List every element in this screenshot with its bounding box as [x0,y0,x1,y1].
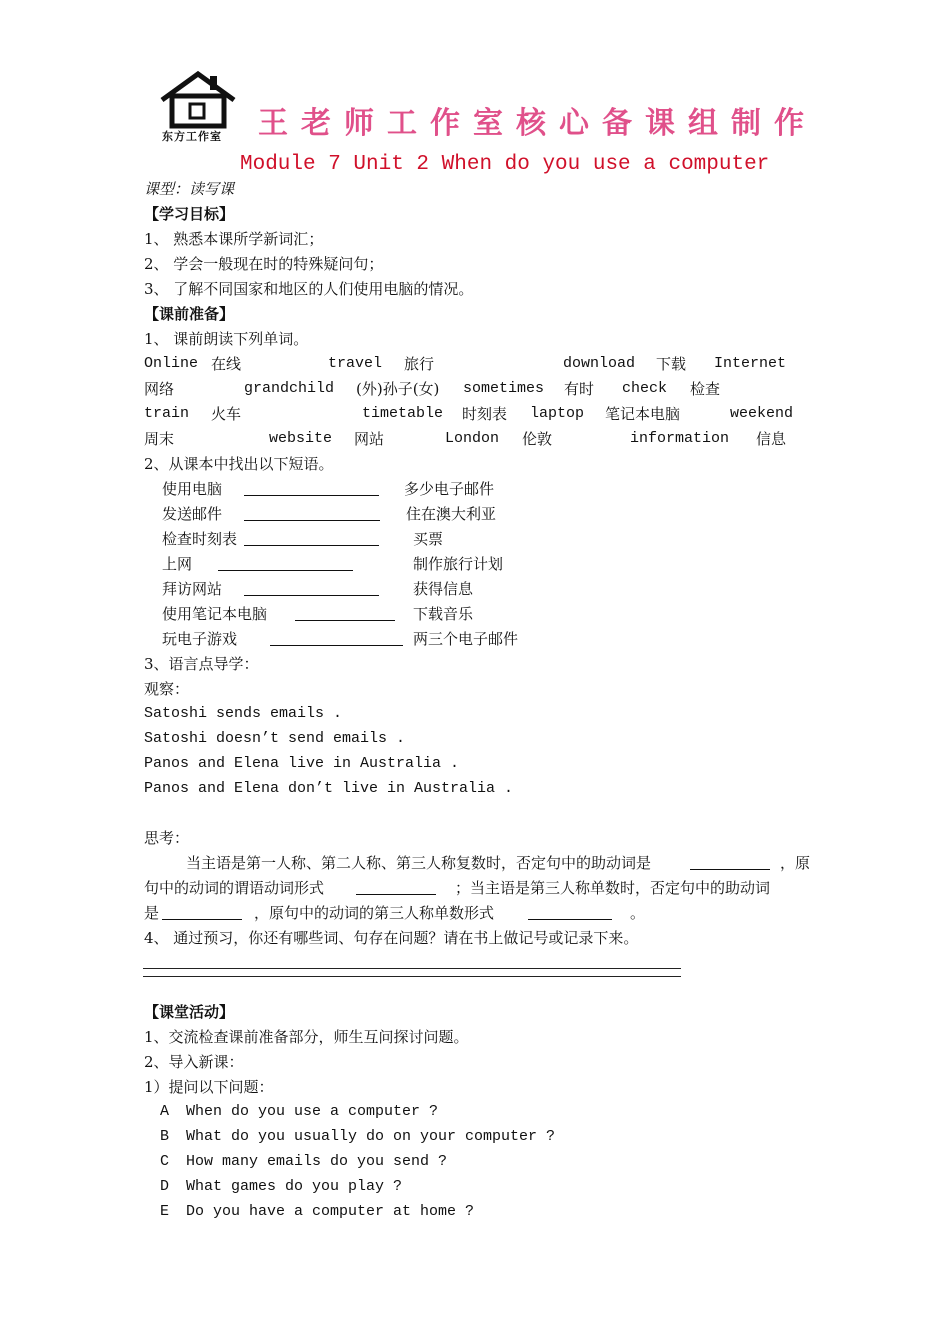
goal-item: 2、 学会一般现在时的特殊疑问句； [144,255,384,273]
phrase-label: 获得信息 [413,580,474,598]
vocab-zh: 笔记本电脑 [605,405,681,423]
vocab-en: London [445,430,500,447]
think-text: 是 [144,904,160,922]
phrase-label: 使用笔记本电脑 [162,605,268,623]
vocab-en: sometimes [463,380,545,397]
vocab-zh: 旅行 [404,355,435,373]
prep-q4: 4、 通过预习，你还有哪些词、句存在问题？请在书上做记号或记录下来。 [144,929,639,947]
phrase-label: 拜访网站 [162,580,223,598]
phrase-label: 玩电子游戏 [162,630,238,648]
phrase-blank[interactable] [244,506,380,521]
vocab-en: information [630,430,730,447]
vocab-zh: 下载 [656,355,687,373]
vocab-zh: 网站 [354,430,385,448]
goals-heading: 【学习目标】 [144,205,235,223]
phrase-label: 使用电脑 [162,480,223,498]
think-text: ，原句中的动词的第三人称单数形式 [254,904,495,922]
example-sentence: Satoshi doesn’t send emails . [144,730,406,747]
phrase-blank[interactable] [244,481,379,496]
logo-caption: 东方工作室 [162,130,222,143]
phrase-label: 住在澳大利亚 [406,505,497,523]
phrase-label: 上网 [162,555,193,573]
vocab-zh: 火车 [211,405,242,423]
page-title: Module 7 Unit 2 When do you use a computer [240,153,770,176]
goal-item: 1、 熟悉本课所学新词汇； [144,230,324,248]
vocab-en: weekend [730,405,794,422]
think-blank[interactable] [356,880,436,895]
class-step: 1、交流检查课前准备部分，师生互问探讨问题。 [144,1028,469,1046]
think-blank[interactable] [690,855,770,870]
goal-item: 3、 了解不同国家和地区的人们使用电脑的情况。 [144,280,474,298]
vocab-en: train [144,405,190,422]
vocab-zh: 检查 [690,380,721,398]
think-text: ；当主语是第三人称单数时，否定句中的助动词 [455,879,771,897]
vocab-zh: 信息 [756,430,787,448]
think-label: 思考： [144,829,190,847]
class-heading: 【课堂活动】 [144,1003,235,1021]
question-letter: D [160,1178,170,1195]
phrase-blank[interactable] [244,531,379,546]
vocab-zh: 有时 [564,380,595,398]
question-text: What games do you play ? [186,1178,403,1195]
question-text: Do you have a computer at home ? [186,1203,475,1220]
vocab-en: grandchild [244,380,335,397]
phrase-label: 发送邮件 [162,505,223,523]
answer-line[interactable] [143,976,681,977]
vocab-en: travel [328,355,383,372]
vocab-zh: 时刻表 [462,405,508,423]
think-blank[interactable] [162,905,242,920]
phrase-blank[interactable] [244,581,379,596]
vocab-en: Internet [714,355,787,372]
vocab-zh: 网络 [144,380,175,398]
vocab-zh: (外)孙子(女) [356,380,440,398]
vocab-en: download [563,355,636,372]
vocab-en: check [622,380,668,397]
phrase-label: 下载音乐 [413,605,474,623]
prep-q3: 3、语言点导学： [144,655,259,673]
studio-banner: 王老师工作室核心备课组制作 [258,106,817,141]
think-blank[interactable] [528,905,612,920]
question-letter: B [160,1128,170,1145]
vocab-zh: 伦敦 [522,430,553,448]
prep-q1: 1、 课前朗读下列单词。 [144,330,309,348]
vocab-en: Online [144,355,199,372]
phrase-label: 两三个电子邮件 [413,630,519,648]
question-text: What do you usually do on your computer ? [186,1128,556,1145]
observe-label: 观察： [144,680,190,698]
think-text: 当主语是第一人称、第二人称、第三人称复数时，否定句中的助动词是 [186,854,652,872]
phrase-blank[interactable] [270,631,403,646]
phrase-label: 检查时刻表 [162,530,238,548]
question-letter: A [160,1103,170,1120]
question-letter: E [160,1203,170,1220]
example-sentence: Satoshi sends emails . [144,705,343,722]
phrase-blank[interactable] [295,606,395,621]
example-sentence: Panos and Elena don’t live in Australia . [144,780,514,797]
phrase-blank[interactable] [218,556,353,571]
lesson-type: 课型：读写课 [144,180,235,198]
vocab-en: website [269,430,333,447]
vocab-en: timetable [362,405,444,422]
class-step: 2、导入新课： [144,1053,244,1071]
question-letter: C [160,1153,170,1170]
phrase-label: 多少电子邮件 [404,480,495,498]
prep-heading: 【课前准备】 [144,305,235,323]
phrase-label: 买票 [413,530,444,548]
vocab-zh: 在线 [211,355,242,373]
think-text: ，原 [780,854,811,872]
vocab-en: laptop [530,405,585,422]
answer-line[interactable] [143,968,681,969]
think-text: 。 [630,904,646,922]
class-step: 1）提问以下问题： [144,1078,274,1096]
vocab-zh: 周末 [144,430,175,448]
example-sentence: Panos and Elena live in Australia . [144,755,460,772]
phrase-label: 制作旅行计划 [413,555,504,573]
question-text: How many emails do you send ? [186,1153,448,1170]
think-text: 句中的动词的谓语动词形式 [144,879,325,897]
question-text: When do you use a computer ? [186,1103,439,1120]
prep-q2: 2、从课本中找出以下短语。 [144,455,334,473]
